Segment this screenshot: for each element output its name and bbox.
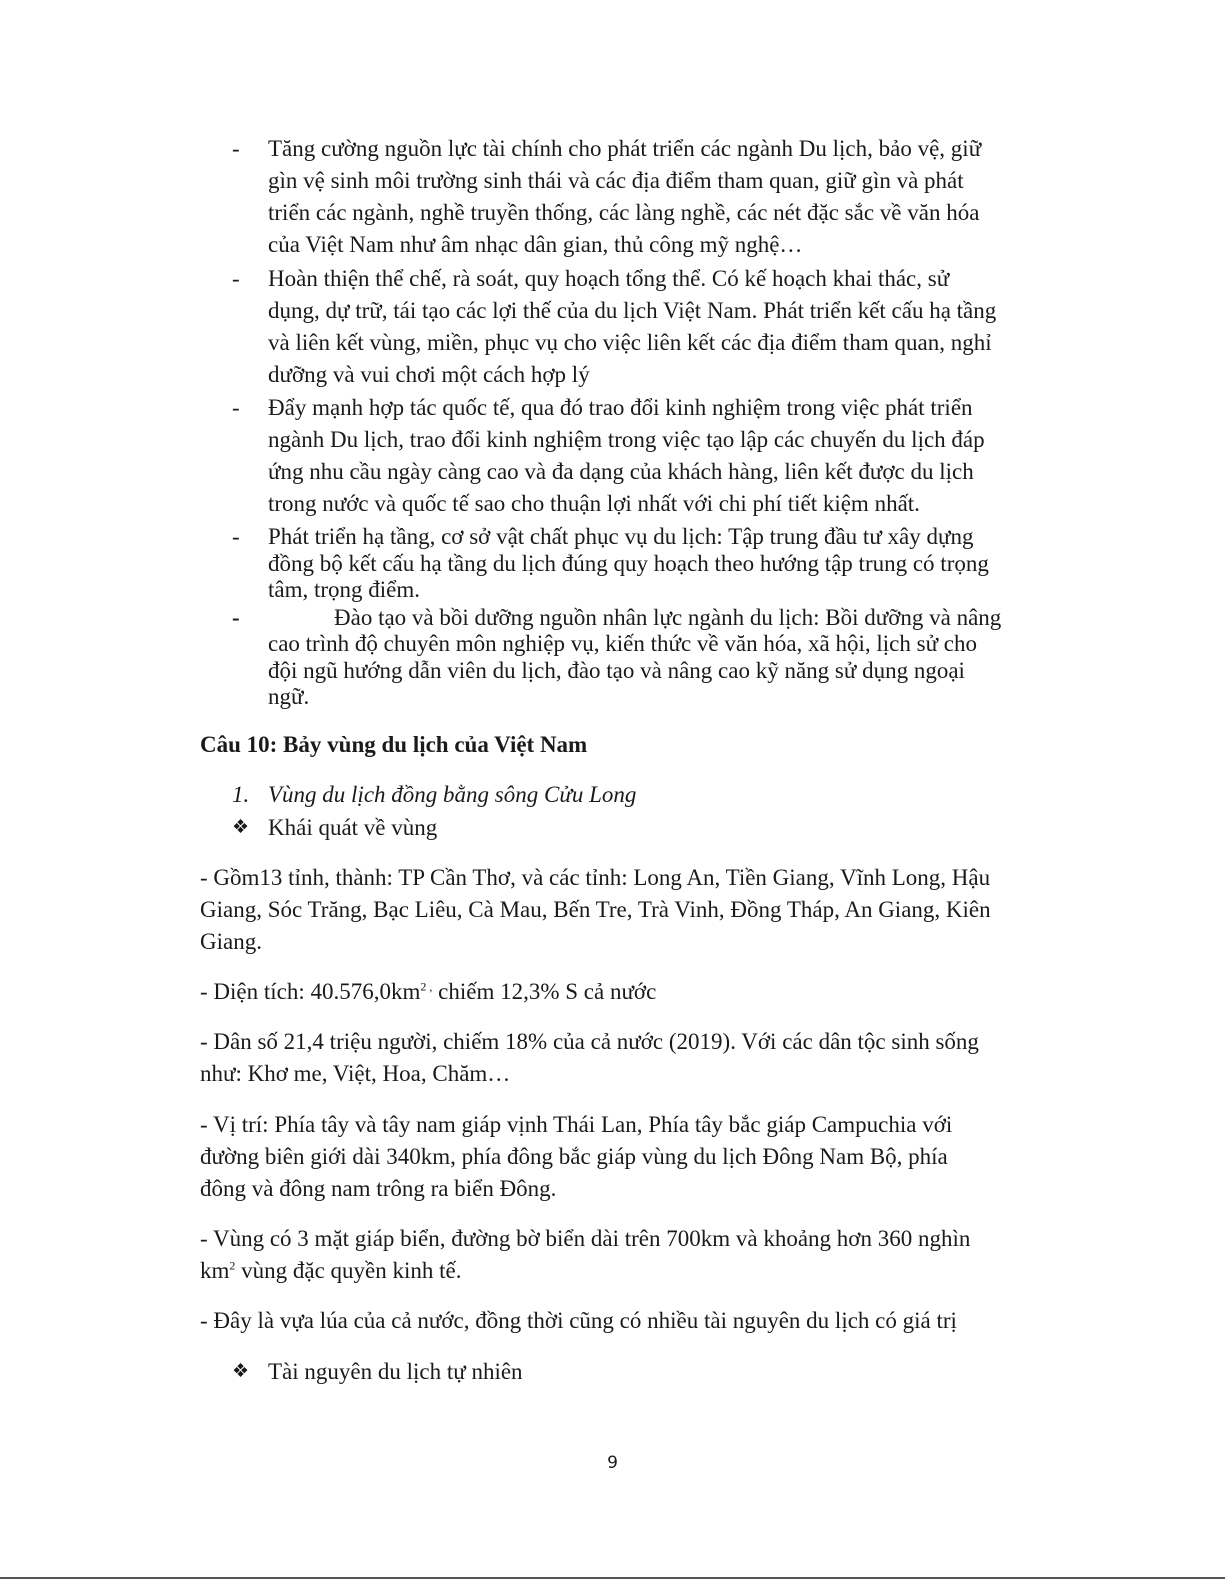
- text-line: tâm, trọng điểm.: [268, 577, 421, 602]
- text-line: Đẩy mạnh hợp tác quốc tế, qua đó trao đổi kinh nghiệm trong việc phát triển: [268, 395, 973, 420]
- text-line: Giang, Sóc Trăng, Bạc Liêu, Cà Mau, Bến Tre, Trà Vinh, Đồng Tháp, An Giang, Kiên: [200, 897, 991, 922]
- text-line: Đào tạo và bồi dưỡng nguồn nhân lực ngành du lịch: Bồi dưỡng và nâng: [334, 604, 1002, 630]
- text-line: Phát triển hạ tầng, cơ sở vật chất phục vụ du lịch: Tập trung đầu tư xây dựng: [268, 524, 974, 549]
- diamond-bullet-icon: ❖: [232, 1361, 250, 1382]
- bullet-item: [232, 133, 1032, 261]
- page-number: 9: [607, 1453, 618, 1473]
- paragraph-provinces: [200, 862, 1050, 958]
- paragraph-location: [200, 1109, 1050, 1205]
- diamond-bullet-text: Khái quát về vùng: [268, 815, 438, 840]
- item-text: Vùng du lịch đồng bằng sông Cửu Long: [268, 782, 637, 807]
- text-line: ứng nhu cầu ngày càng cao và đa dạng của khách hàng, liên kết được du lịch: [268, 459, 974, 484]
- text-line: dưỡng và vui chơi một cách hợp lý: [268, 362, 590, 387]
- bullet-marker: -: [232, 604, 240, 630]
- diamond-bullet-item: [232, 813, 437, 843]
- text-line: - Dân số 21,4 triệu người, chiếm 18% của cả nước (2019). Với các dân tộc sinh sống: [200, 1029, 979, 1054]
- paragraph-area: [200, 976, 1050, 1008]
- text-line: ngành Du lịch, trao đổi kinh nghiệm trong việc tạo lập các chuyến du lịch đáp: [268, 427, 985, 452]
- text-line: đường biên giới dài 340km, phía đông bắc giáp vùng du lịch Đông Nam Bộ, phía: [200, 1144, 948, 1169]
- bullet-marker: -: [232, 395, 240, 420]
- text-span: - Diện tích: 40.576,0km: [200, 979, 421, 1004]
- bullet-text: [268, 392, 1032, 520]
- superscript: 2: [229, 1258, 236, 1273]
- text-line: cao trình độ chuyên môn nghiệp vụ, kiến thức về văn hóa, xã hội, lịch sử cho: [268, 631, 978, 656]
- text-line: dụng, dự trữ, tái tạo các lợi thế của du lịch Việt Nam. Phát triển kết cấu hạ tầng: [268, 298, 997, 323]
- bullet-item: [232, 524, 1032, 604]
- text-line: gìn vệ sinh môi trường sinh thái và các địa điểm tham quan, giữ gìn và phát: [268, 168, 964, 193]
- text-line: - Vị trí: Phía tây và tây nam giáp vịnh Thái Lan, Phía tây bắc giáp Campuchia với: [200, 1112, 953, 1137]
- text-line: [200, 1255, 1050, 1287]
- paragraph-coast: [200, 1223, 1050, 1287]
- bullet-text: [268, 263, 1032, 391]
- section-heading: Câu 10: Bảy vùng du lịch của Việt Nam: [200, 732, 588, 757]
- text-line: Giang.: [200, 929, 262, 954]
- diamond-bullet-item: [232, 1357, 523, 1387]
- bullet-marker: -: [232, 266, 240, 291]
- paragraph-rice: - Đây là vựa lúa của cả nước, đồng thời cũng có nhiều tài nguyên du lịch có giá trị: [200, 1308, 957, 1333]
- text-line: đông và đông nam trông ra biển Đông.: [200, 1176, 557, 1201]
- superscript: 2 ,: [420, 979, 433, 994]
- diamond-bullet-icon: ❖: [232, 817, 250, 838]
- bullet-item: [232, 263, 1032, 391]
- text-line: ngữ.: [268, 684, 310, 709]
- page-bottom-divider: [0, 1577, 1225, 1579]
- bullet-marker: -: [232, 136, 240, 161]
- bullet-text: [268, 524, 1032, 604]
- text-span: vùng đặc quyền kinh tế.: [235, 1258, 462, 1283]
- text-line: triển các ngành, nghề truyền thống, các làng nghề, các nét đặc sắc về văn hóa: [268, 200, 980, 225]
- bullet-text: [268, 605, 1032, 711]
- text-span: km: [200, 1258, 230, 1283]
- bullet-text: [268, 133, 1032, 261]
- bullet-list: [232, 133, 1032, 711]
- text-line: của Việt Nam như âm nhạc dân gian, thủ công mỹ nghệ…: [268, 232, 803, 257]
- paragraph-population: [200, 1026, 1050, 1090]
- item-number: 1.: [232, 782, 250, 807]
- bullet-marker: -: [232, 524, 240, 549]
- text-line: trong nước và quốc tế sao cho thuận lợi nhất với chi phí tiết kiệm nhất.: [268, 491, 920, 516]
- text-line: như: Khơ me, Việt, Hoa, Chăm…: [200, 1061, 511, 1086]
- text-line: đội ngũ hướng dẫn viên du lịch, đào tạo và nâng cao kỹ năng sử dụng ngoại: [268, 657, 965, 683]
- text-line: - Vùng có 3 mặt giáp biển, đường bờ biển dài trên 700km và khoảng hơn 360 nghìn: [200, 1226, 971, 1251]
- bullet-item: [232, 392, 1032, 520]
- bullet-item: [232, 605, 1032, 711]
- text-line: và liên kết vùng, miền, phục vụ cho việc liên kết các địa điểm tham quan, nghỉ: [268, 330, 992, 355]
- text-line: Tăng cường nguồn lực tài chính cho phát triển các ngành Du lịch, bảo vệ, giữ: [268, 136, 982, 161]
- text-line: - Gồm13 tỉnh, thành: TP Cần Thơ, và các tỉnh: Long An, Tiền Giang, Vĩnh Long, Hậu: [200, 865, 991, 890]
- text-line: Hoàn thiện thể chế, rà soát, quy hoạch tổng thể. Có kế hoạch khai thác, sử: [268, 266, 950, 291]
- numbered-item: [232, 780, 636, 810]
- text-line: đồng bộ kết cấu hạ tầng du lịch đúng quy hoạch theo hướng tập trung có trọng: [268, 550, 989, 576]
- text-span: chiếm 12,3% S cả nước: [432, 979, 657, 1004]
- diamond-bullet-text: Tài nguyên du lịch tự nhiên: [268, 1359, 523, 1384]
